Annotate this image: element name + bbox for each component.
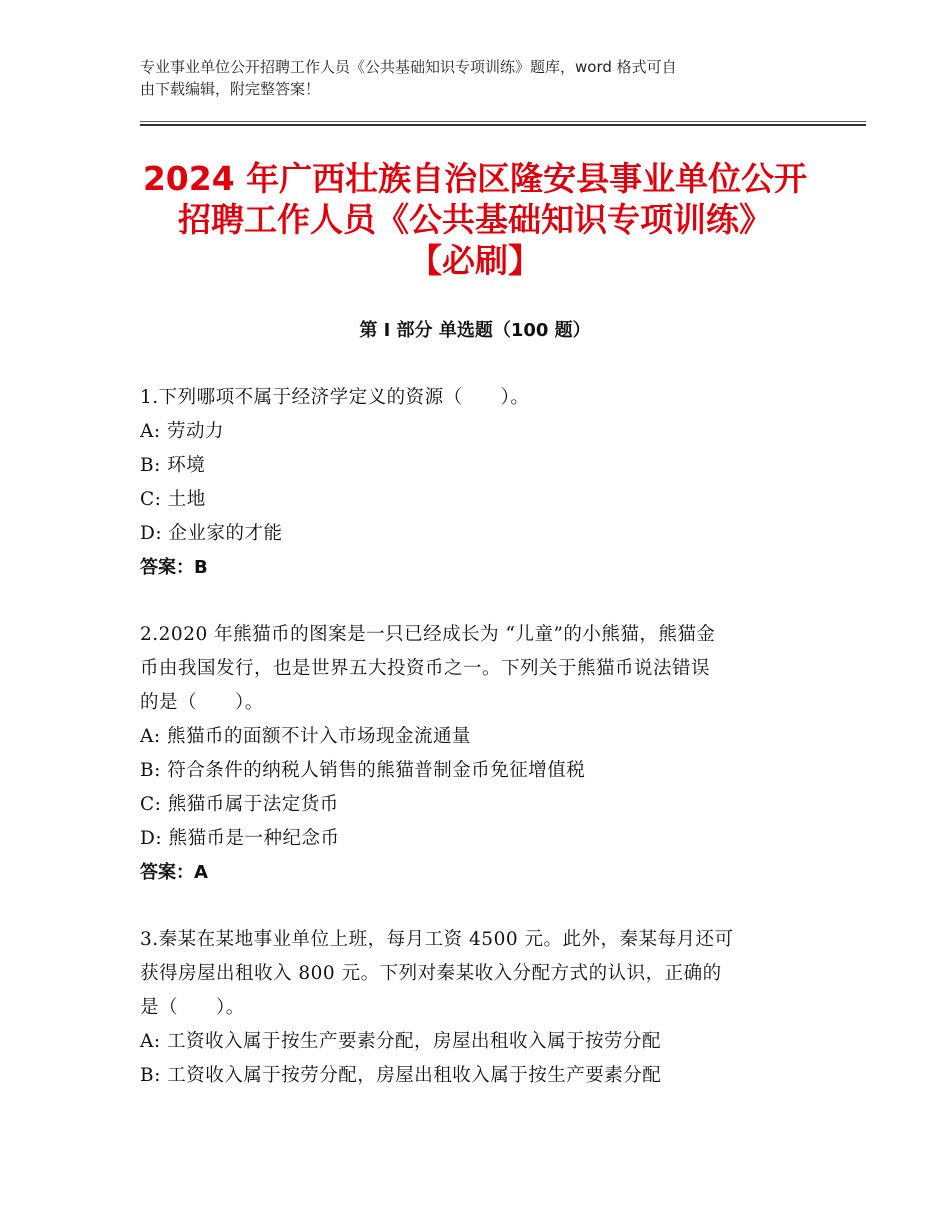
option-c: C: 熊猫币属于法定货币 [140, 794, 339, 815]
question-stem: 获得房屋出租收入 800 元。下列对秦某收入分配方式的认识，正确的 [140, 963, 722, 984]
question-stem: 的是（ ）。 [140, 692, 264, 713]
option-b: B: 环境 [140, 455, 206, 476]
question-list [140, 381, 815, 1126]
question-stem: 1.下列哪项不属于经济学定义的资源（ ）。 [140, 387, 530, 408]
document-title [120, 158, 830, 281]
title-line: 【必刷】 [409, 241, 541, 280]
header-note-line: 专业事业单位公开招聘工作人员《公共基础知识专项训练》题库，word 格式可自 [140, 58, 677, 76]
header-note [140, 56, 820, 100]
option-b: B: 符合条件的纳税人销售的熊猫普制金币免征增值税 [140, 760, 586, 781]
answer: 答案：A [140, 862, 208, 883]
question-stem: 3.秦某在某地事业单位上班，每月工资 4500 元。此外，秦某每月还可 [140, 929, 734, 950]
option-b: B: 工资收入属于按劳分配，房屋出租收入属于按生产要素分配 [140, 1065, 662, 1086]
question [140, 618, 815, 890]
question-stem: 2.2020 年熊猫币的图案是一只已经成长为 “儿童”的小熊猫，熊猫金 [140, 624, 716, 645]
title-line: 2024 年广西壮族自治区隆安县事业单位公开 [142, 159, 808, 198]
question-stem: 是（ ）。 [140, 997, 245, 1018]
question [140, 381, 815, 585]
question-stem: 币由我国发行，也是世界五大投资币之一。下列关于熊猫币说法错误 [140, 658, 711, 679]
option-d: D: 熊猫币是一种纪念币 [140, 828, 340, 849]
divider [140, 124, 866, 126]
title-line: 招聘工作人员《公共基础知识专项训练》 [178, 200, 772, 239]
option-d: D: 企业家的才能 [140, 523, 283, 544]
question [140, 923, 815, 1093]
divider [140, 121, 866, 122]
section-heading: 第 I 部分 单选题（100 题） [359, 320, 591, 341]
option-a: A: 工资收入属于按生产要素分配，房屋出租收入属于按劳分配 [140, 1031, 661, 1052]
option-c: C: 土地 [140, 489, 206, 510]
option-a: A: 熊猫币的面额不计入市场现金流通量 [140, 726, 471, 747]
answer: 答案：B [140, 557, 208, 578]
option-a: A: 劳动力 [140, 421, 224, 442]
header-note-line: 由下载编辑，附完整答案！ [140, 80, 321, 98]
